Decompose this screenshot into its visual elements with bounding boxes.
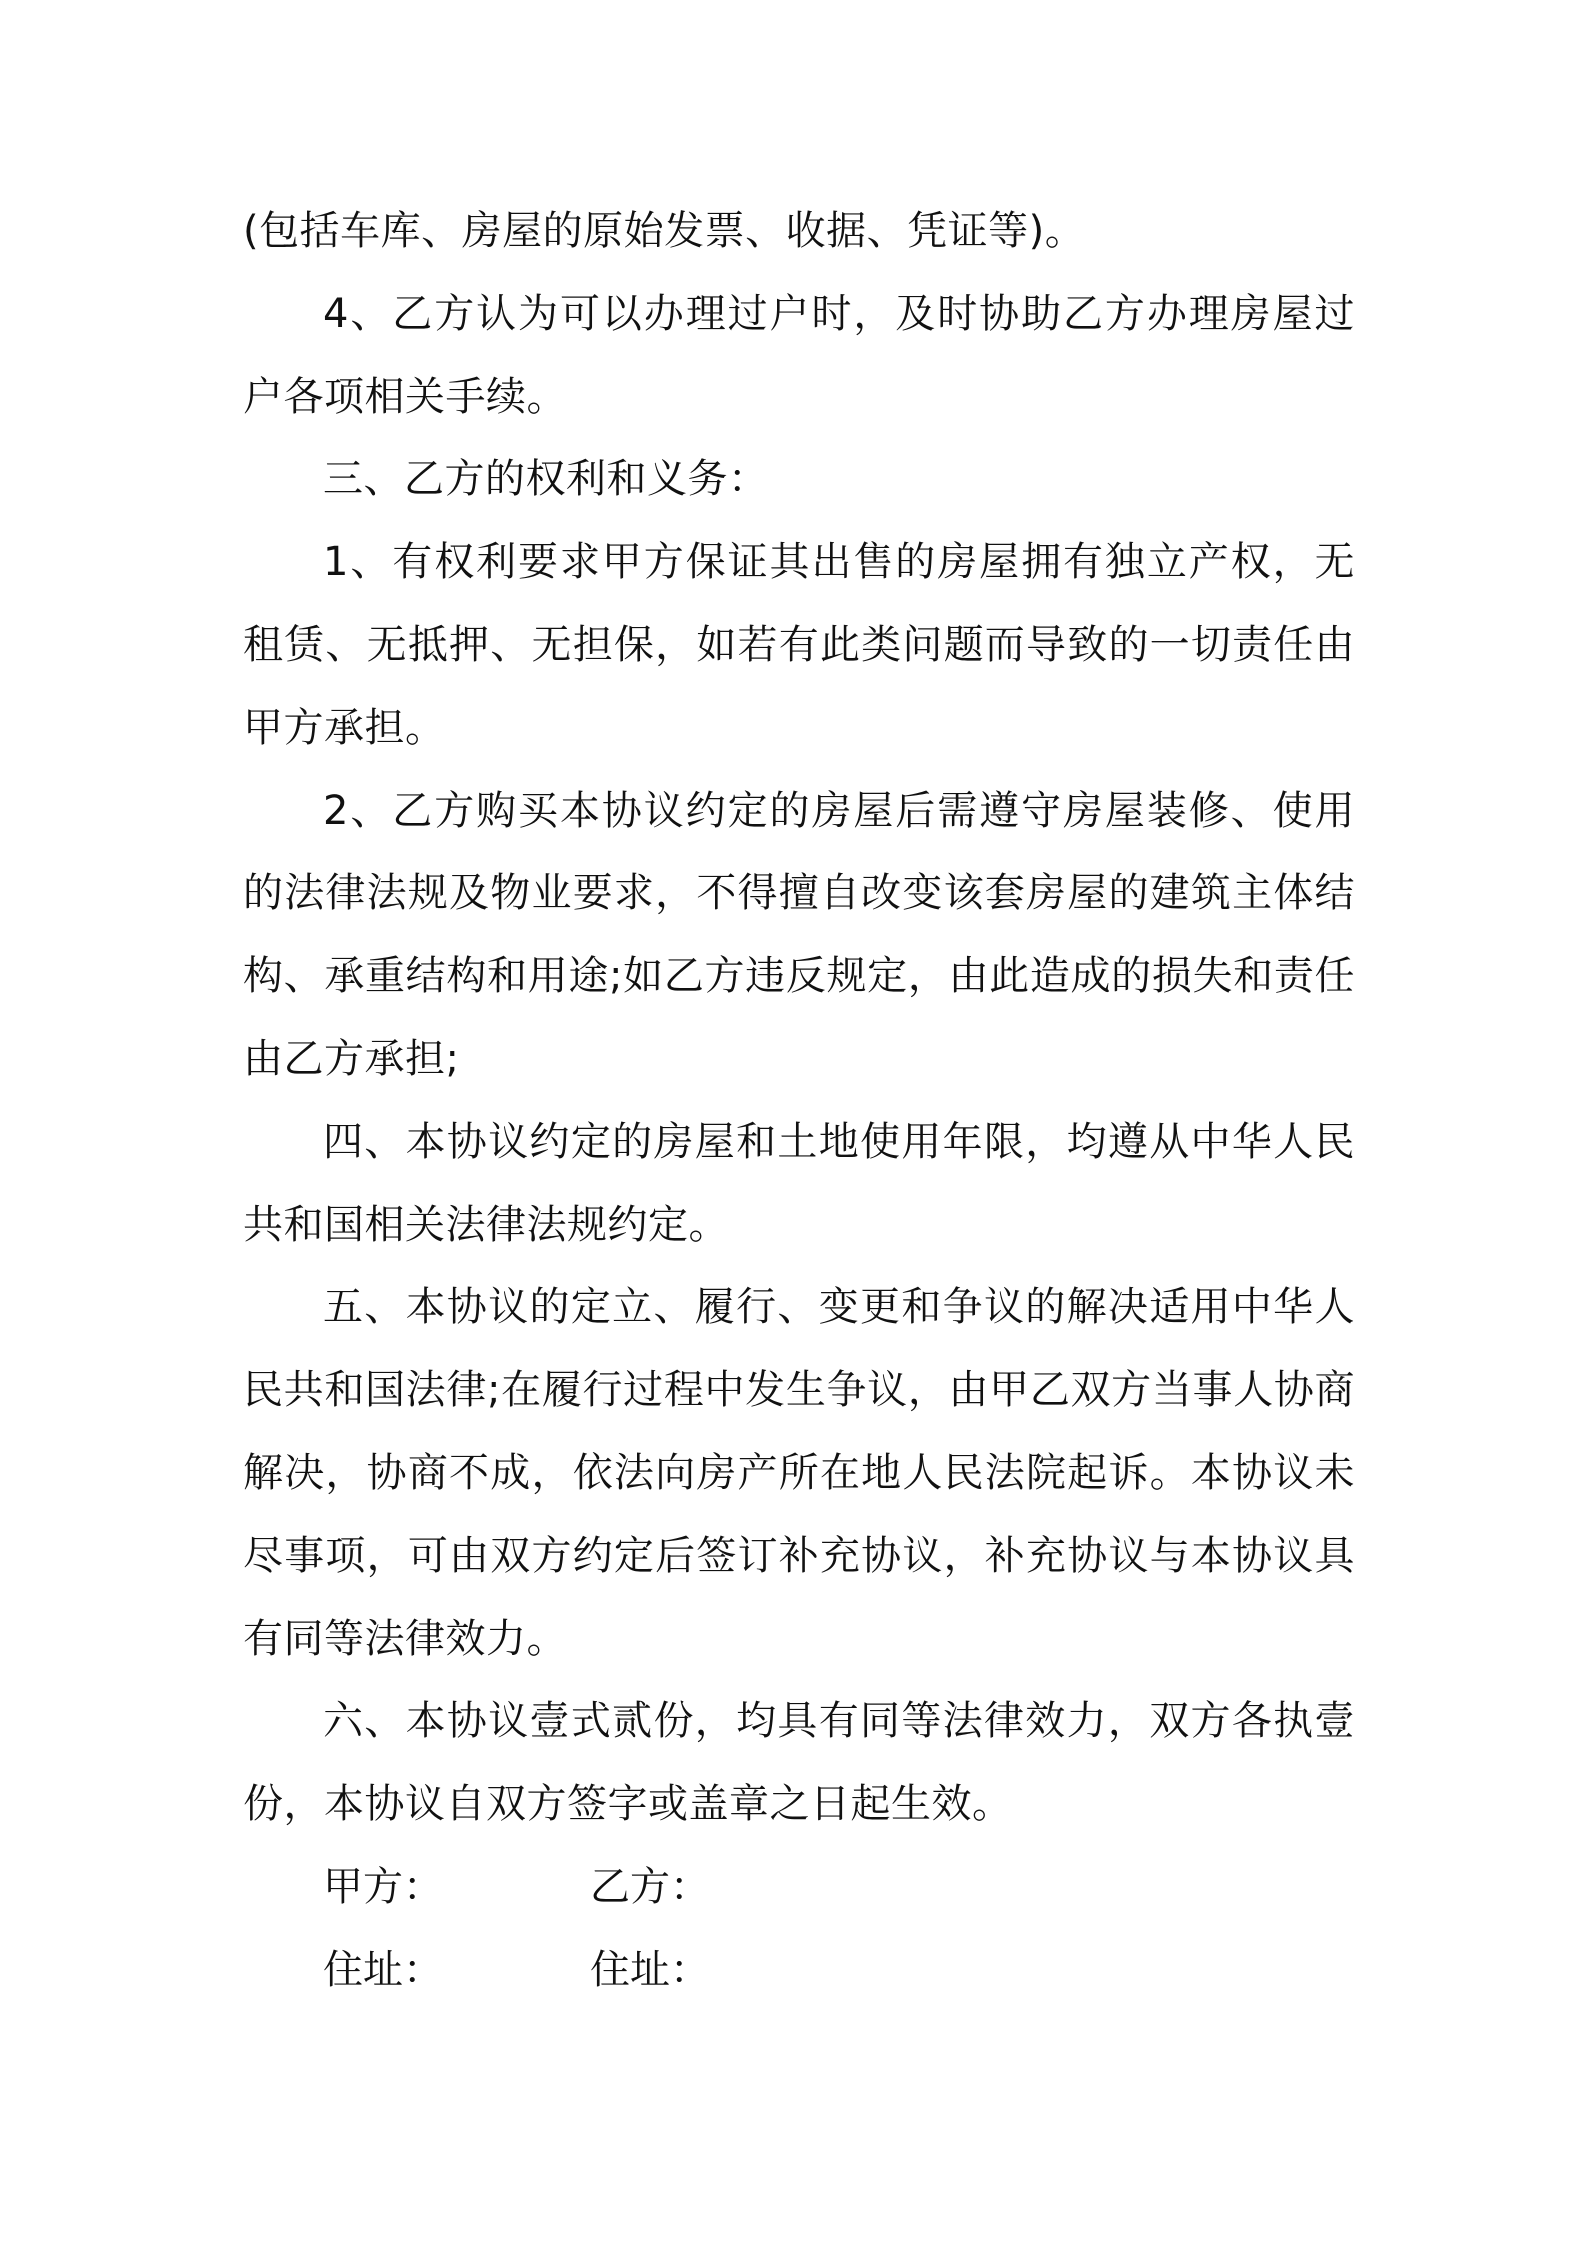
signature-row-addresses [243,1929,1355,2012]
section-five: 五、本协议的定立、履行、变更和争议的解决适用中华人民共和国法律;在履行过程中发生争议，由甲乙双方当事人协商解决，协商不成，依法向房产所在地人民法院起诉。本协议未尽事项，可由双方约定后签订补充协议，补充协议与本协议具有同等法律效力。 [243,1284,1355,1662]
party-a-label: 甲方： [323,1863,443,1910]
document-body [243,190,1355,2012]
address-b-label: 住址： [590,1946,710,1993]
address-a-label: 住址： [323,1946,443,1993]
paragraph-clause-2: 2、乙方购买本协议约定的房屋后需遵守房屋装修、使用的法律法规及物业要求，不得擅自改变该套房屋的建筑主体结构、承重结构和用途;如乙方违反规定，由此造成的损失和责任由乙方承担; [243,787,1355,1082]
paragraph-continuation: (包括车库、房屋的原始发票、收据、凭证等)。 [243,208,1086,254]
paragraph-clause-1: 1、有权利要求甲方保证其出售的房屋拥有独立产权，无租赁、无抵押、无担保，如若有此类问题而导致的一切责任由甲方承担。 [243,539,1355,751]
party-b-label: 乙方： [590,1863,710,1910]
signature-row-parties [243,1846,1355,1929]
paragraph-clause-4: 4、乙方认为可以办理过户时，及时协助乙方办理房屋过户各项相关手续。 [243,290,1355,420]
section-six: 六、本协议壹式贰份，均具有同等法律效力，双方各执壹份，本协议自双方签字或盖章之日起生效。 [243,1698,1355,1828]
section-four: 四、本协议约定的房屋和土地使用年限，均遵从中华人民共和国相关法律法规约定。 [243,1118,1355,1248]
section-heading-three: 三、乙方的权利和义务： [323,456,769,503]
